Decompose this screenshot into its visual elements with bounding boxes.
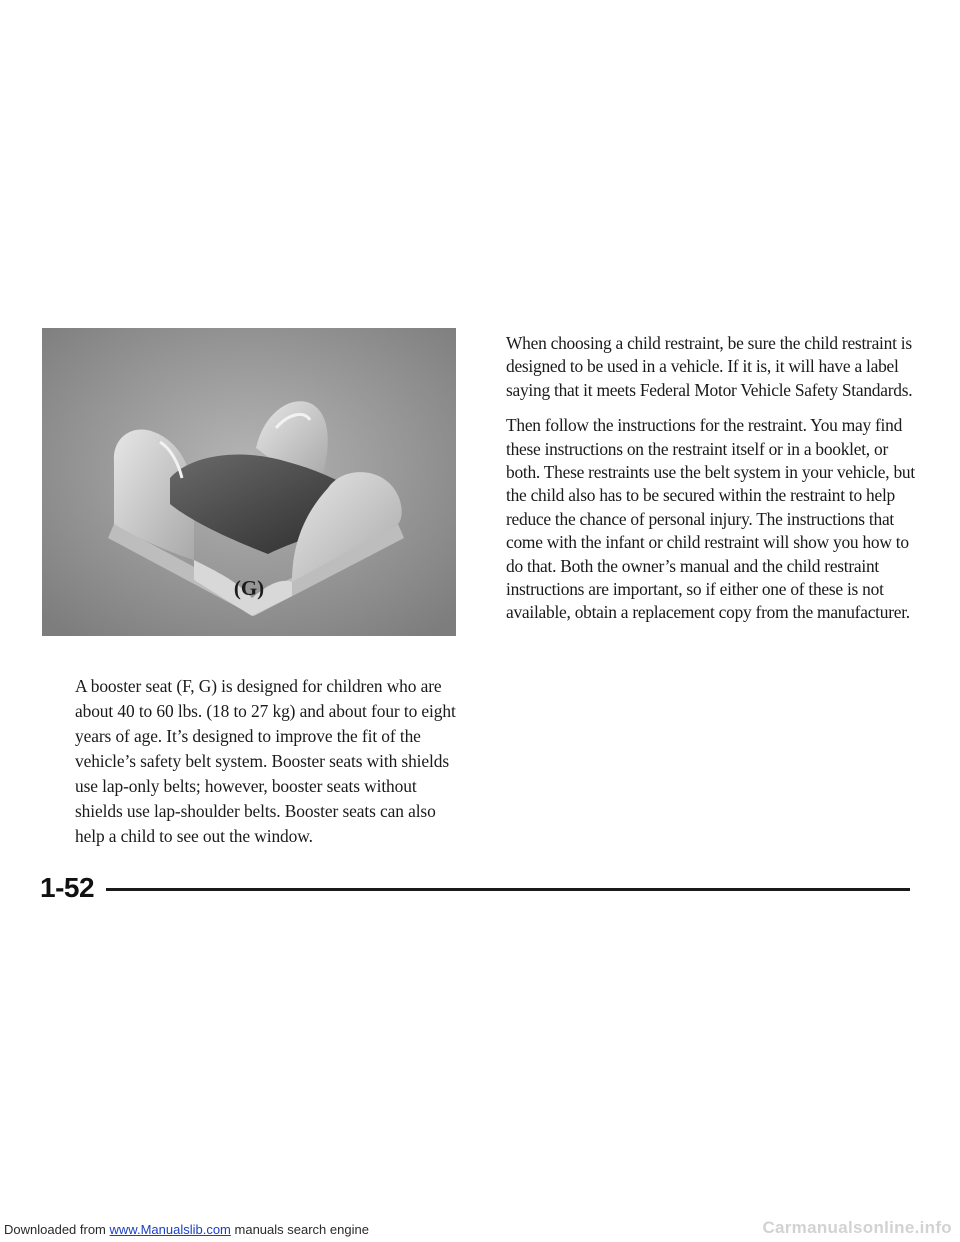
- download-suffix: manuals search engine: [234, 1222, 369, 1237]
- manualslib-link[interactable]: www.Manualslib.com: [109, 1222, 231, 1237]
- follow-instructions-paragraph: Then follow the instructions for the restraint. You may find these instructions on the restraint itself or in a booklet, or both. These restraints use the belt system in your vehicle, but the child also has to be secured within the restraint to help reduce the chance of personal injury. The instructions that come with the infant or child restraint will show you how to do that. Both the owner’s manual and the child restraint instructions are important, so if either one of these is not available, obtain a replacement copy from the manufacturer.: [506, 415, 915, 623]
- figure-label: (G): [233, 576, 265, 600]
- choosing-restraint-paragraph: When choosing a child restraint, be sure the child restraint is designed to be used in a vehicle. If it is, it will have a label saying that it meets Federal Motor Vehicle Safety Standards.: [506, 333, 913, 400]
- download-credit: [4, 1222, 369, 1237]
- page-number: 1-52: [40, 872, 95, 903]
- page-footer: [40, 870, 910, 906]
- watermark: Carmanualsonline.info: [762, 1218, 952, 1237]
- download-prefix: Downloaded from: [4, 1222, 106, 1237]
- booster-seat-figure: [42, 328, 456, 636]
- right-column: [506, 332, 916, 637]
- footer-rule: [106, 888, 910, 891]
- booster-seat-paragraph: A booster seat (F, G) is designed for children who are about 40 to 60 lbs. (18 to 27 kg) and about four to eight years of age. It’s designed to improve the fit of the vehicle’s safety belt system. Booster seats with shields use lap-only belts; however, booster seats without shields use lap-shoulder belts. Booster seats can also help a child to see out the window.: [75, 676, 456, 846]
